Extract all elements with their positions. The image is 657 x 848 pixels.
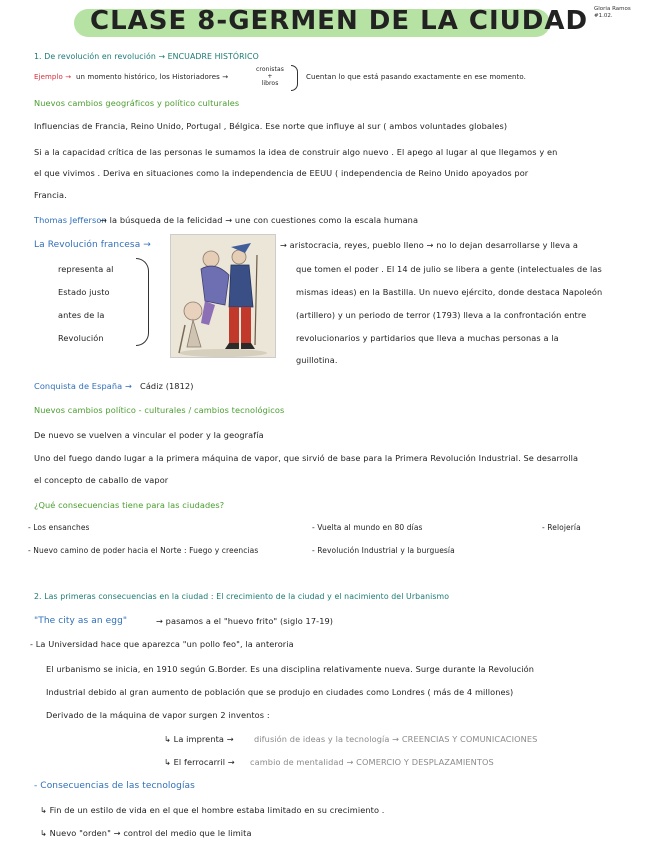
caricature-drawing — [171, 235, 275, 357]
section2-heading: 2. Las primeras consecuencias en la ciudad : El crecimiento de la ciudad y el nacimiento del Urbanismo — [34, 592, 450, 601]
ejemplo-text: un momento histórico, los Historiadores → — [76, 73, 229, 81]
nuevos-cambios-heading: Nuevos cambios geográficos y político culturales — [34, 98, 240, 108]
revolucion-right-2: que tomen el poder . El 14 de julio se libera a gente (intelectuales de las — [296, 264, 602, 274]
author-info — [594, 6, 631, 20]
imprenta-text: difusión de ideas y la tecnología → CREENCIAS Y COMUNICACIONES — [254, 734, 538, 744]
imprenta-label: ↳ La imprenta → — [164, 734, 234, 744]
revolucion-label: La Revolución francesa → — [34, 240, 151, 250]
universidad-line: - La Universidad hace que aparezca "un pollo feo", la anteroria — [30, 639, 294, 649]
paragraph-vapor-l2: el concepto de caballo de vapor — [34, 475, 169, 485]
revolucion-right-4: (artillero) y un periodo de terror (1793) lleva a la confrontación entre — [296, 310, 587, 320]
revolucion-left-2: Estado justo — [58, 287, 110, 297]
ejemplo-stack — [256, 66, 284, 87]
jefferson-text: → la búsqueda de la felicidad → une con cuestiones como la escala humana — [100, 215, 419, 225]
revolution-caricature-image — [170, 234, 276, 358]
ferrocarril-label: ↳ El ferrocarril → — [164, 757, 235, 767]
paragraph-capacidad-l1: Si a la capacidad crítica de las personas le sumamos la idea de construir algo nuevo . El apego al lugar al que llegamos y en — [34, 147, 558, 157]
bullet-revolucion-industrial: - Revolución Industrial y la burguesía — [312, 546, 455, 555]
ferrocarril-text: cambio de mentalidad → COMERCIO Y DESPLAZAMIENTOS — [250, 757, 494, 767]
revolucion-left-3: antes de la — [58, 310, 105, 320]
paragraph-urbanismo-l2: Industrial debido al gran aumento de población que se produjo en ciudades como Londres ( más de 4 millones) — [46, 687, 514, 697]
author-id: #1.02. — [594, 13, 613, 19]
paragraph-urbanismo-l1: El urbanismo se inicia, en 1910 según G.Border. Es una disciplina relativamente nueva. Surge durante la Revolución — [46, 664, 535, 674]
paragraph-urbanismo-l3: Derivado de la máquina de vapor surgen 2 inventos : — [46, 710, 270, 720]
revolucion-left-1: representa al — [58, 264, 114, 274]
stack-plus: + — [267, 73, 273, 80]
bullet-relojeria: - Relojería — [542, 523, 581, 532]
stack-top: cronistas — [256, 66, 284, 73]
city-egg-label: "The city as an egg" — [34, 616, 128, 626]
bullet-ensanches: - Los ensanches — [28, 523, 90, 532]
section1-heading: 1. De revolución en revolución → ENCUADRE HISTÓRICO — [34, 52, 259, 61]
page-title: CLASE 8-GERMEN DE LA CIUDAD — [90, 6, 589, 36]
nuevo-orden-line: ↳ Nuevo "orden" → control del medio que le limita — [40, 828, 252, 838]
ejemplo-right: Cuentan lo que está pasando exactamente en ese momento. — [306, 73, 526, 81]
paragraph-capacidad-l3: Francia. — [34, 190, 67, 200]
revolucion-right-5: revolucionarios y partidarios que lleva a muchas personas a la — [296, 333, 559, 343]
fin-estilo-line: ↳ Fin de un estilo de vida en el que el hombre estaba limitado en su crecimiento . — [40, 805, 385, 815]
author-name: Gloria Ramos — [594, 6, 631, 12]
conquista-text: Cádiz (1812) — [140, 381, 194, 391]
conquista-label: Conquista de España → — [34, 381, 132, 391]
revolucion-right-6: guillotina. — [296, 355, 338, 365]
brace-revolucion — [136, 258, 149, 346]
revolucion-right-1: → aristocracia, reyes, pueblo lleno → no lo dejan desarrollarse y lleva a — [280, 240, 579, 250]
revolucion-right-3: mismas ideas) en la Bastilla. Un nuevo ejército, donde destaca Napoleón — [296, 287, 603, 297]
consecuencias-tecnologias: - Consecuencias de las tecnologías — [34, 781, 195, 791]
paragraph-capacidad-l2: el que vivimos . Deriva en situaciones como la independencia de EEUU ( independencia de Reino Unido apoyados por — [34, 168, 529, 178]
city-egg-text: → pasamos a el "huevo frito" (siglo 17-19) — [156, 616, 334, 626]
paragraph-vincular: De nuevo se vuelven a vincular el poder y la geografía — [34, 430, 264, 440]
jefferson-name: Thomas Jefferson — [34, 215, 107, 225]
paragraph-influencias: Influencias de Francia, Reino Unido, Portugal , Bélgica. Ese norte que influye al sur ( ambos voluntades globales) — [34, 121, 508, 131]
bullet-nuevo-camino: - Nuevo camino de poder hacia el Norte : Fuego y creencias — [28, 546, 259, 555]
stack-bottom: libros — [261, 80, 279, 87]
brace-ejemplo — [291, 65, 298, 91]
consecuencias-question: ¿Qué consecuencias tiene para las ciudades? — [34, 500, 225, 510]
ejemplo-label: Ejemplo → — [34, 73, 72, 81]
revolucion-left-4: Revolución — [58, 333, 104, 343]
paragraph-vapor-l1: Uno del fuego dando lugar a la primera máquina de vapor, que sirvió de base para la Primera Revolución Industrial. Se desarrolla — [34, 453, 579, 463]
cambios-tecno-heading: Nuevos cambios político - culturales / cambios tecnológicos — [34, 405, 285, 415]
bullet-vuelta-mundo: - Vuelta al mundo en 80 días — [312, 523, 423, 532]
